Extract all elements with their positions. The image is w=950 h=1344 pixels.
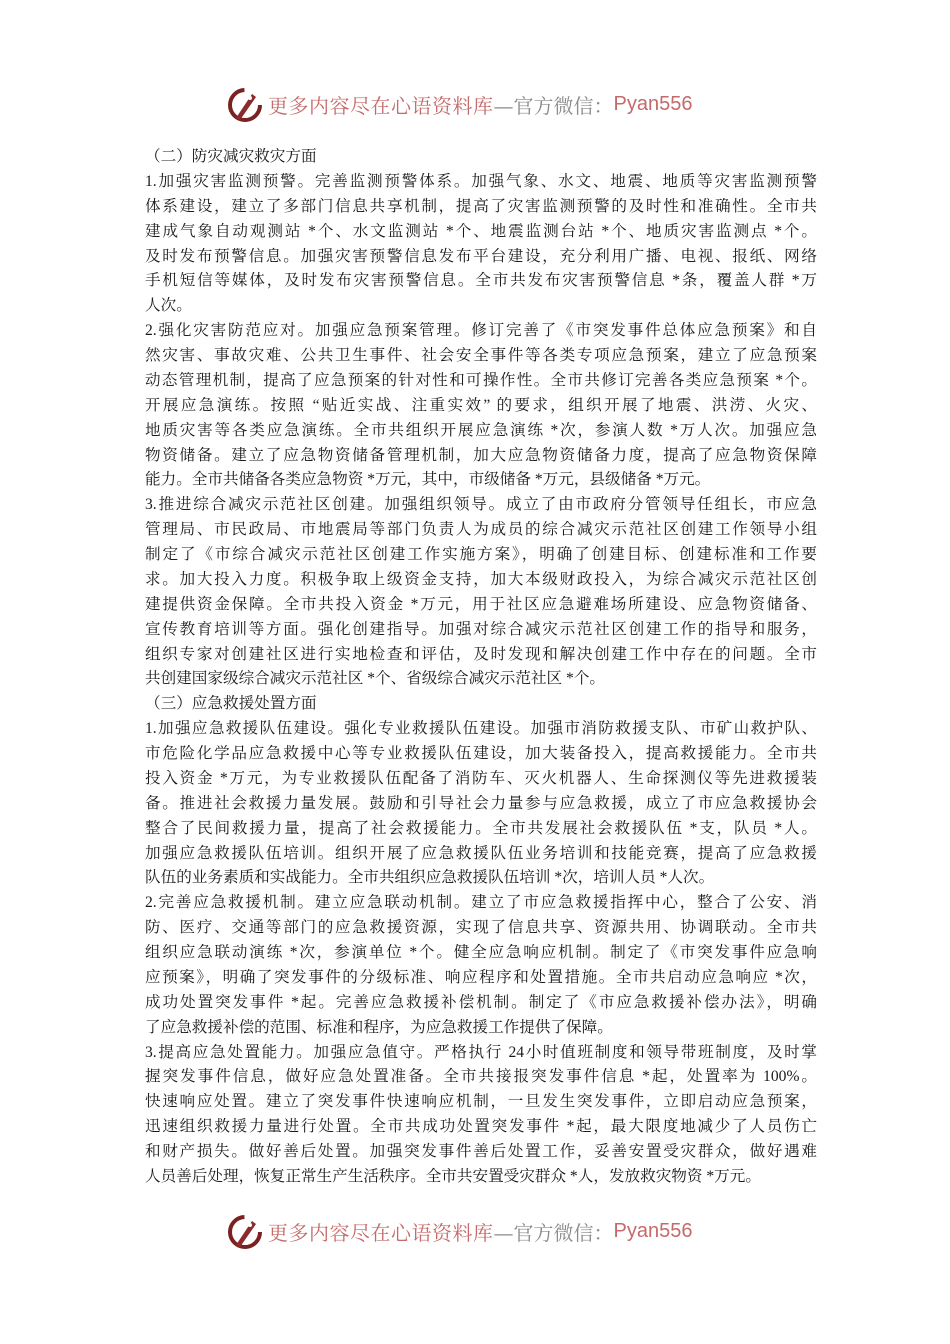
document-body [145,145,817,1190]
text-line: 人员善后处理，恢复正常生产生活秩序。全市共安置受灾群众 *人，发放救灾物资 *万元。 [145,1167,761,1185]
text-line: 共创建国家级综合减灾示范社区 *个、省级综合减灾示范社区 *个。 [145,670,606,688]
text-line: 应预案》，明确了突发事件的分级标准、响应程序和处置措施。全市共启动应急响应 *次， [145,968,817,986]
text-line: 开展应急演练。按照 “贴近实战、注重实效” 的要求，组织开展了地震、洪涝、火灾、 [145,396,817,414]
text-line: 及时发布预警信息。加强灾害预警信息发布平台建设，充分利用广播、电视、报纸、网络 [145,247,817,265]
watermark-dash: —官方微信： [493,1220,614,1245]
text-line: 建提供资金保障。全市共投入资金 *万元，用于社区应急避难场所建设、应急物资储备、 [145,595,817,613]
text-line: 制定了《市综合减灾示范社区创建工作实施方案》，明确了创建目标、创建标准和工作要 [145,546,817,563]
text-line: 成功处置突发事件 *起。完善应急救援补偿机制。制定了《市应急救援补偿办法》，明确 [145,993,817,1011]
text-line: 1.加强应急救援队伍建设。强化专业救援队伍建设。加强市消防救援支队、市矿山救护队、 [145,720,817,738]
text-line: 手机短信等媒体，及时发布灾害预警信息。全市共发布灾害预警信息 *条，覆盖人群 *万 [145,272,817,290]
text-line: 物资储备。建立了应急物资储备管理机制，加大应急物资储备力度，提高了应急物资保障 [145,446,817,464]
text-line: 防、医疗、交通等部门的应急救援资源，实现了信息共享、资源共用、协调联动。全市共 [145,919,817,937]
watermark-header [226,82,692,126]
text-line: 求。加大投入力度。积极争取上级资金支持，加大本级财政投入，为综合减灾示范社区创 [145,570,817,588]
text-line: 2.强化灾害防范应对。加强应急预案管理。修订完善了《市突发事件总体应急预案》和自 [145,322,817,340]
paragraph [145,170,817,319]
text-line: 整合了民间救援力量，提高了社会救援能力。全市共发展社会救援队伍 *支，队员 *人。 [145,819,817,837]
text-line: 能力。全市共储备各类应急物资 *万元，其中，市级储备 *万元，县级储备 *万元。 [145,471,711,489]
paragraph [145,319,817,493]
text-line: 备。推进社会救援力量发展。鼓励和引导社会力量参与应急救援，成立了市应急救援协会 [145,794,817,812]
text-line: 然灾害、事故灾难、公共卫生事件、社会安全事件等各类专项应急预案，建立了应急预案 [145,347,817,364]
text-line: 1.加强灾害监测预警。完善监测预警体系。加强气象、水文、地震、地质等灾害监测预警 [145,172,817,190]
text-line: 3.提高应急处置能力。加强应急值守。严格执行 24小时值班制度和领导带班制度，及时掌 [145,1043,817,1061]
text-line: 和财产损失。做好善后处置。加强突发事件善后处置工作，妥善安置受灾群众，做好遇难 [145,1143,817,1160]
text-line: 3.推进综合减灾示范社区创建。加强组织领导。成立了由市政府分管领导任组长，市应急 [145,496,817,514]
watermark-footer [226,1209,692,1253]
text-line: 体系建设，建立了多部门信息共享机制，提高了灾害监测预警的及时性和准确性。全市共 [145,197,817,215]
text-line: 迅速组织救援力量进行处置。全市共成功处置突发事件 *起，最大限度地减少了人员伤亡 [145,1118,817,1136]
pen-logo-icon [226,84,264,124]
watermark-text: 更多内容尽在心语资料库 [268,1220,494,1245]
text-line: 市危险化学品应急救援中心等专业救援队伍建设，加大装备投入，提高救援能力。全市共 [145,745,817,762]
text-line: 投入资金 *万元，为专业救援队伍配备了消防车、灭火机器人、生命探测仪等先进救援装 [145,769,817,787]
text-line: 快速响应处置。建立了突发事件快速响应机制，一旦发生突发事件，立即启动应急预案， [145,1093,817,1111]
watermark-wechat-id: Pyan556 [613,92,693,115]
watermark-wechat-id: Pyan556 [613,1219,693,1242]
paragraph [145,717,817,891]
text-line: 加强应急救援队伍培训。组织开展了应急救援队伍业务培训和技能竞赛，提高了应急救援 [145,844,817,862]
paragraph [145,493,817,692]
text-line: 人次。 [145,297,192,315]
text-line: 队伍的业务素质和实战能力。全市共组织应急救援队伍培训 *次，培训人员 *人次。 [145,869,715,887]
text-line: 组织专家对创建社区进行实地检查和评估，及时发现和解决创建工作中存在的问题。全市 [145,645,817,663]
text-line: 动态管理机制，提高了应急预案的针对性和可操作性。全市共修订完善各类应急预案 *个。 [145,371,817,389]
text-line: （二）防灾减灾救灾方面 [145,148,317,165]
text-line: 建成气象自动观测站 *个、水文监测站 *个、地震监测台站 *个、地质灾害监测点 *个。 [145,222,817,240]
text-line: 握突发事件信息，做好应急处置准备。全市共接报突发事件信息 *起，处置率为 100%。 [145,1068,817,1086]
watermark-text: 更多内容尽在心语资料库 [268,93,494,118]
text-line: 管理局、市民政局、市地震局等部门负责人为成员的综合减灾示范社区创建工作领导小组 [145,521,817,539]
text-line: 宣传教育培训等方面。强化创建指导。加强对综合减灾示范社区创建工作的指导和服务， [145,620,817,638]
watermark-dash: —官方微信： [493,93,614,118]
text-line: 2.完善应急救援机制。建立应急联动机制。建立了市应急救援指挥中心，整合了公安、消 [145,894,817,912]
section-heading [145,145,817,170]
paragraph [145,1041,817,1190]
paragraph [145,891,817,1040]
text-line: 了应急救援补偿的范围、标准和程序，为应急救援工作提供了保障。 [145,1018,613,1036]
text-line: 地质灾害等各类应急演练。全市共组织开展应急演练 *次，参演人数 *万人次。加强应急 [145,421,817,439]
section-heading [145,692,817,717]
pen-logo-icon [226,1211,264,1251]
text-line: （三）应急救援处置方面 [145,695,317,713]
text-line: 组织应急联动演练 *次，参演单位 *个。健全应急响应机制。制定了《市突发事件应急响 [145,944,817,961]
